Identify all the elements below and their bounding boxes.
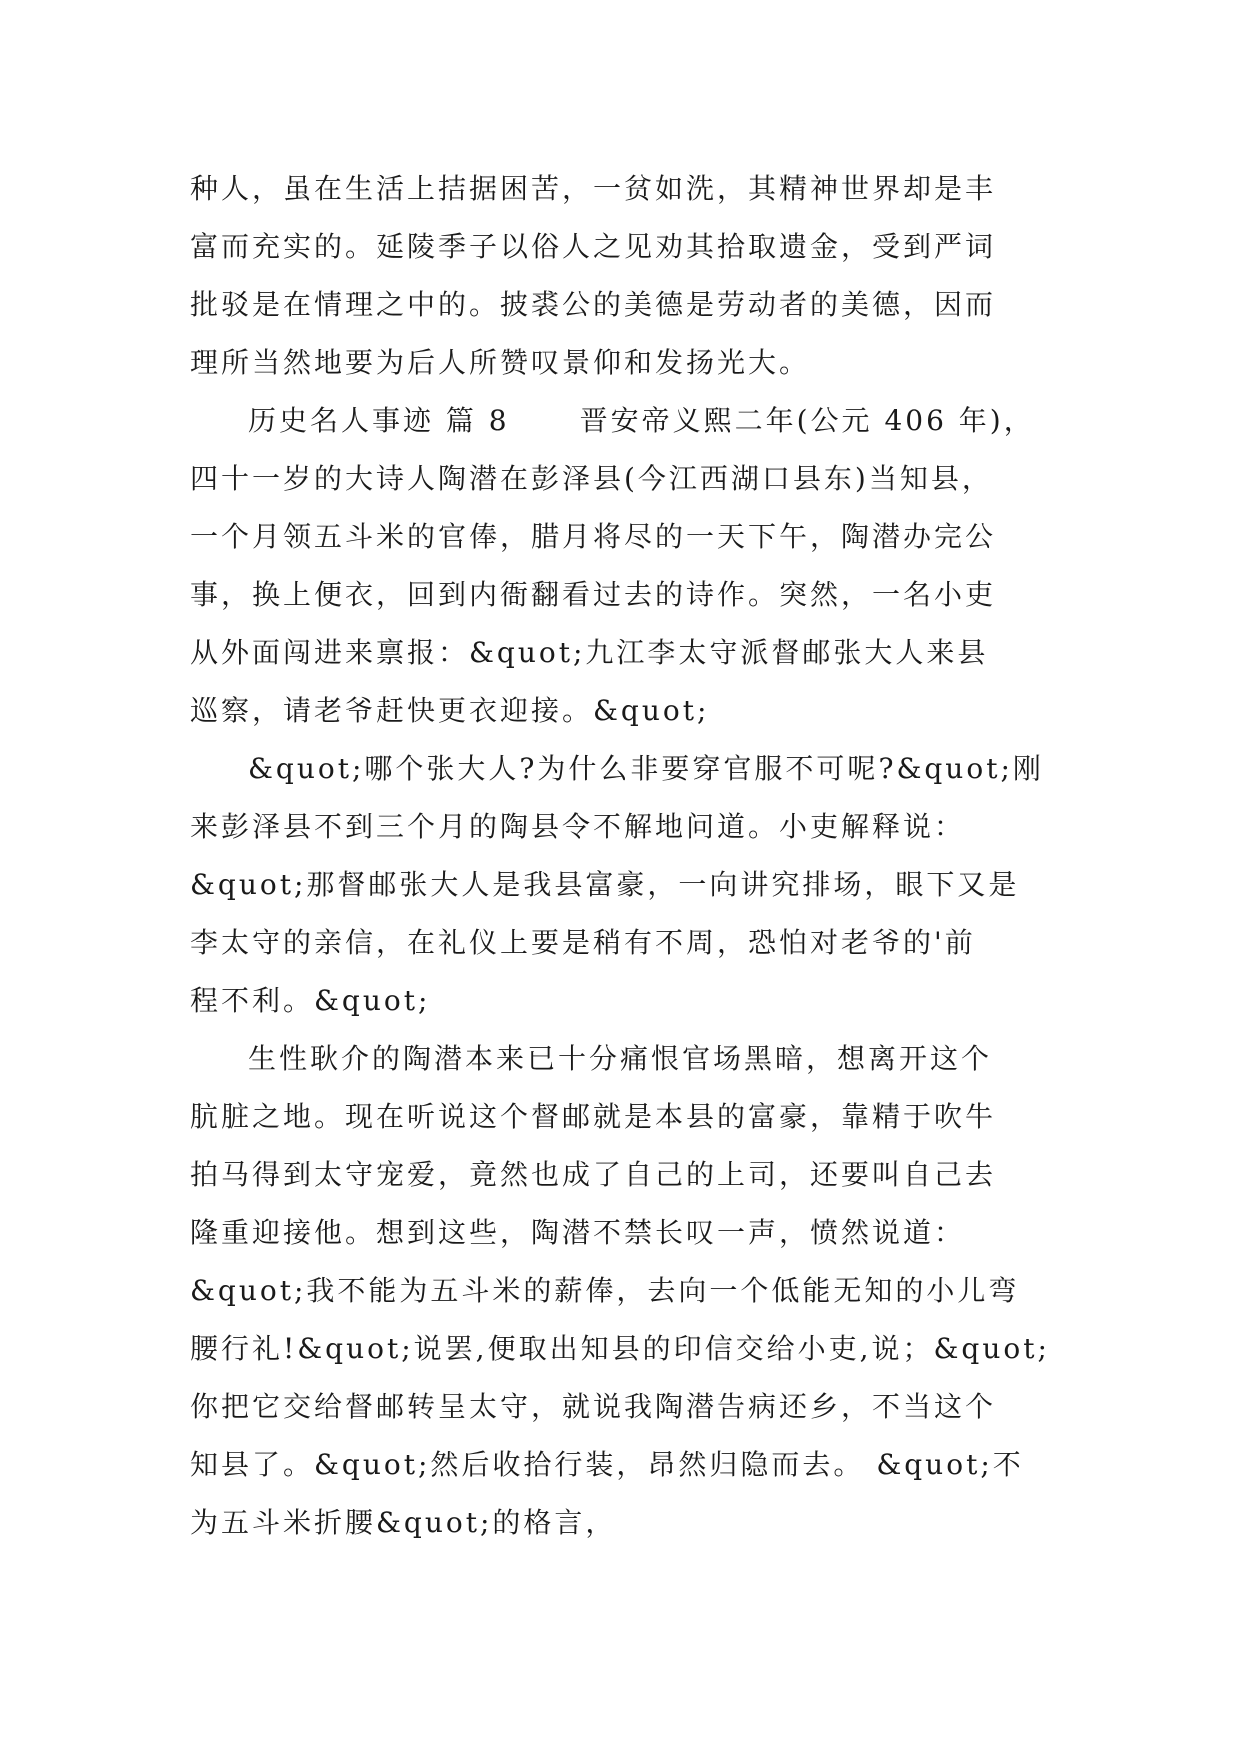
paragraph-line: &quot;我不能为五斗米的薪俸，去向一个低能无知的小儿弯 (190, 1274, 1020, 1307)
paragraph-line: 来彭泽县不到三个月的陶县令不解地问道。小吏解释说： (190, 810, 966, 843)
paragraph-line: 生性耿介的陶潜本来已十分痛恨官场黑暗，想离开这个 (248, 1042, 993, 1075)
paragraph-line: 隆重迎接他。想到这些，陶潜不禁长叹一声，愤然说道： (190, 1216, 966, 1249)
paragraph-line: 一个月领五斗米的官俸，腊月将尽的一天下午，陶潜办完公 (190, 520, 997, 553)
document-body (190, 160, 1070, 1552)
paragraph-line: 肮脏之地。现在听说这个督邮就是本县的富豪，靠精于吹牛 (190, 1100, 997, 1133)
paragraph-line: 为五斗米折腰&quot;的格言， (190, 1506, 617, 1539)
paragraph-line: 四十一岁的大诗人陶潜在彭泽县(今江西湖口县东)当知县， (190, 462, 993, 495)
paragraph-line: 种人，虽在生活上拮据困苦，一贫如洗，其精神世界却是丰 (190, 172, 997, 205)
paragraph-line: 腰行礼!&quot;说罢,便取出知县的印信交给小吏,说；&quot; (190, 1332, 1050, 1365)
paragraph-line: 知县了。&quot;然后收拾行装，昂然归隐而去。 &quot;不 (190, 1448, 1024, 1481)
paragraph-line: 程不利。&quot; (190, 984, 431, 1017)
section-first-line: 晋安帝义熙二年(公元 406 年)， (579, 404, 1035, 437)
paragraph-line: 拍马得到太守宠爱，竟然也成了自己的上司，还要叫自己去 (190, 1158, 997, 1191)
paragraph-line: 事，换上便衣，回到内衙翻看过去的诗作。突然，一名小吏 (190, 578, 997, 611)
paragraph-line: 李太守的亲信，在礼仪上要是稍有不周，恐怕对老爷的'前 (190, 926, 976, 959)
paragraph-line: 理所当然地要为后人所赞叹景仰和发扬光大。 (190, 346, 811, 379)
paragraph-line: &quot;哪个张大人?为什么非要穿官服不可呢?&quot;刚 (248, 752, 1044, 785)
section-title: 历史名人事迹 篇 8 (248, 404, 510, 437)
paragraph-line: &quot;那督邮张大人是我县富豪，一向讲究排场，眼下又是 (190, 868, 1020, 901)
paragraph-line: 巡察，请老爷赶快更衣迎接。&quot; (190, 694, 710, 727)
paragraph-line: 批驳是在情理之中的。披裘公的美德是劳动者的美德，因而 (190, 288, 997, 321)
section-heading-line (190, 392, 1070, 450)
paragraph-line: 富而充实的。延陵季子以俗人之见劝其拾取遗金，受到严词 (190, 230, 997, 263)
paragraph-line: 你把它交给督邮转呈太守，就说我陶潜告病还乡，不当这个 (190, 1390, 997, 1423)
paragraph-line: 从外面闯进来禀报：&quot;九江李太守派督邮张大人来县 (190, 636, 989, 669)
